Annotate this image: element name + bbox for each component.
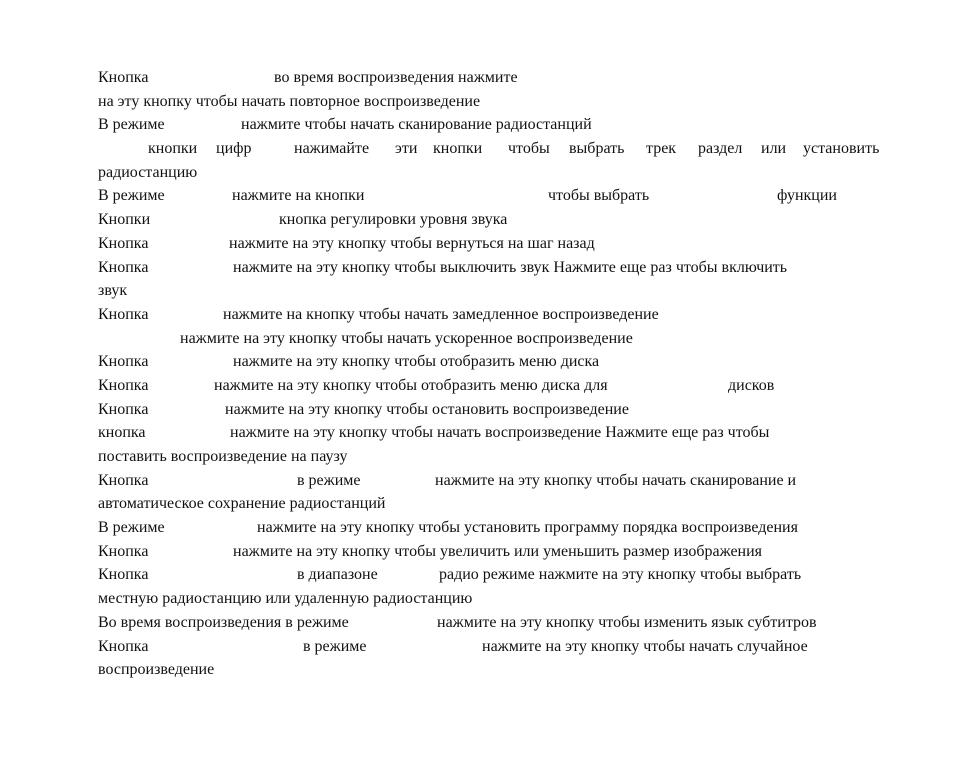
- text-segment: В режиме: [98, 519, 165, 537]
- text-segment: нажмите на эту кнопку чтобы отобразить меню диска: [233, 353, 600, 371]
- text-segment: Кнопка: [98, 566, 149, 584]
- text-segment: нажмите на эту кнопку чтобы остановить воспроизведение: [225, 400, 629, 418]
- text-segment: чтобы выбрать: [548, 187, 650, 205]
- text-segment: или: [761, 140, 787, 158]
- text-line: [98, 184, 892, 208]
- text-line: [98, 256, 892, 280]
- text-segment: нажмите на эту кнопку чтобы начать случайное: [482, 637, 808, 655]
- text-segment: нажимайте: [294, 140, 370, 158]
- text-line: [98, 421, 892, 445]
- text-segment: функции: [777, 187, 837, 205]
- text-segment: Кнопка: [98, 637, 149, 655]
- text-line: [98, 327, 892, 351]
- text-line: [98, 374, 892, 398]
- text-line: [98, 611, 892, 635]
- text-line: [98, 208, 892, 232]
- text-segment: нажмите на эту кнопку чтобы вернуться на шаг назад: [229, 234, 595, 252]
- text-line: [98, 90, 892, 114]
- text-line: [98, 563, 892, 587]
- text-line: [98, 66, 892, 90]
- text-segment: Кнопка: [98, 353, 149, 371]
- text-segment: Кнопки: [98, 211, 151, 229]
- text-segment: В режиме: [98, 116, 165, 134]
- text-segment: радиостанцию: [98, 163, 198, 181]
- text-segment: нажмите на эту кнопку чтобы начать воспроизведение Нажмите еще раз чтобы: [230, 424, 770, 442]
- text-segment: нажмите на эту кнопку чтобы выключить звук Нажмите еще раз чтобы включить: [233, 258, 788, 276]
- text-segment: установить: [803, 140, 880, 158]
- text-line: [98, 587, 892, 611]
- text-segment: кнопки: [148, 140, 198, 158]
- text-segment: нажмите на эту кнопку чтобы увеличить или уменьшить размер изображения: [233, 542, 763, 560]
- text-segment: трек: [646, 140, 677, 158]
- text-line: [98, 303, 892, 327]
- text-segment: Кнопка: [98, 69, 149, 86]
- text-line: [98, 540, 892, 564]
- text-segment: Кнопка: [98, 376, 149, 394]
- text-segment: местную радиостанцию или удаленную радиостанцию: [98, 590, 473, 608]
- text-segment: нажмите на эту кнопку чтобы начать ускоренное воспроизведение: [180, 329, 633, 347]
- document-body: [98, 66, 892, 682]
- text-segment: на эту кнопку чтобы начать повторное воспроизведение: [98, 92, 481, 110]
- text-segment: Кнопка: [98, 542, 149, 560]
- text-segment: Кнопка: [98, 258, 149, 276]
- text-line: [98, 635, 892, 659]
- text-segment: нажмите на кнопку чтобы начать замедленное воспроизведение: [223, 305, 659, 323]
- text-segment: кнопка регулировки уровня звука: [279, 211, 508, 229]
- text-segment: во время воспроизведения нажмите: [274, 69, 518, 86]
- text-segment: воспроизведение: [98, 661, 215, 679]
- text-line: [98, 516, 892, 540]
- text-segment: выбрать: [569, 140, 625, 158]
- text-line: [98, 279, 892, 303]
- text-segment: поставить воспроизведение на паузу: [98, 448, 348, 465]
- text-line: [98, 161, 892, 185]
- text-segment: нажмите на эту кнопку чтобы изменить язык субтитров: [437, 613, 817, 631]
- text-segment: звук: [98, 282, 128, 300]
- text-segment: нажмите на кнопки: [232, 187, 365, 205]
- text-segment: Кнопка: [98, 400, 149, 418]
- text-segment: Во время воспроизведения в режиме: [98, 613, 349, 631]
- text-segment: В режиме: [98, 187, 165, 205]
- text-segment: нажмите на эту кнопку чтобы отобразить меню диска для: [214, 376, 608, 394]
- text-line: [98, 398, 892, 422]
- text-line: [98, 492, 892, 516]
- text-segment: нажмите чтобы начать сканирование радиостанций: [241, 116, 592, 134]
- text-segment: нажмите на эту кнопку чтобы установить программу порядка воспроизведения: [257, 519, 798, 537]
- text-line: [98, 350, 892, 374]
- text-line: [98, 113, 892, 137]
- text-segment: в диапазоне: [297, 566, 378, 584]
- text-line: [98, 232, 892, 256]
- text-segment: дисков: [728, 376, 775, 394]
- text-segment: радио режиме нажмите на эту кнопку чтобы выбрать: [439, 566, 802, 584]
- text-line: [98, 658, 892, 682]
- text-segment: чтобы: [508, 140, 550, 158]
- text-segment: эти: [395, 140, 418, 158]
- text-segment: раздел: [698, 140, 743, 158]
- text-segment: автоматическое сохранение радиостанций: [98, 495, 386, 513]
- text-line: [98, 445, 892, 469]
- text-segment: кнопки: [433, 140, 483, 158]
- text-segment: кнопка: [98, 424, 146, 442]
- text-segment: цифр: [216, 140, 252, 158]
- text-segment: в режиме: [297, 471, 361, 489]
- text-segment: Кнопка: [98, 471, 149, 489]
- text-segment: Кнопка: [98, 234, 149, 252]
- text-line: [98, 469, 892, 493]
- text-segment: в режиме: [303, 637, 367, 655]
- text-segment: нажмите на эту кнопку чтобы начать сканирование и: [435, 471, 797, 489]
- text-segment: Кнопка: [98, 305, 149, 323]
- text-line: [98, 137, 892, 161]
